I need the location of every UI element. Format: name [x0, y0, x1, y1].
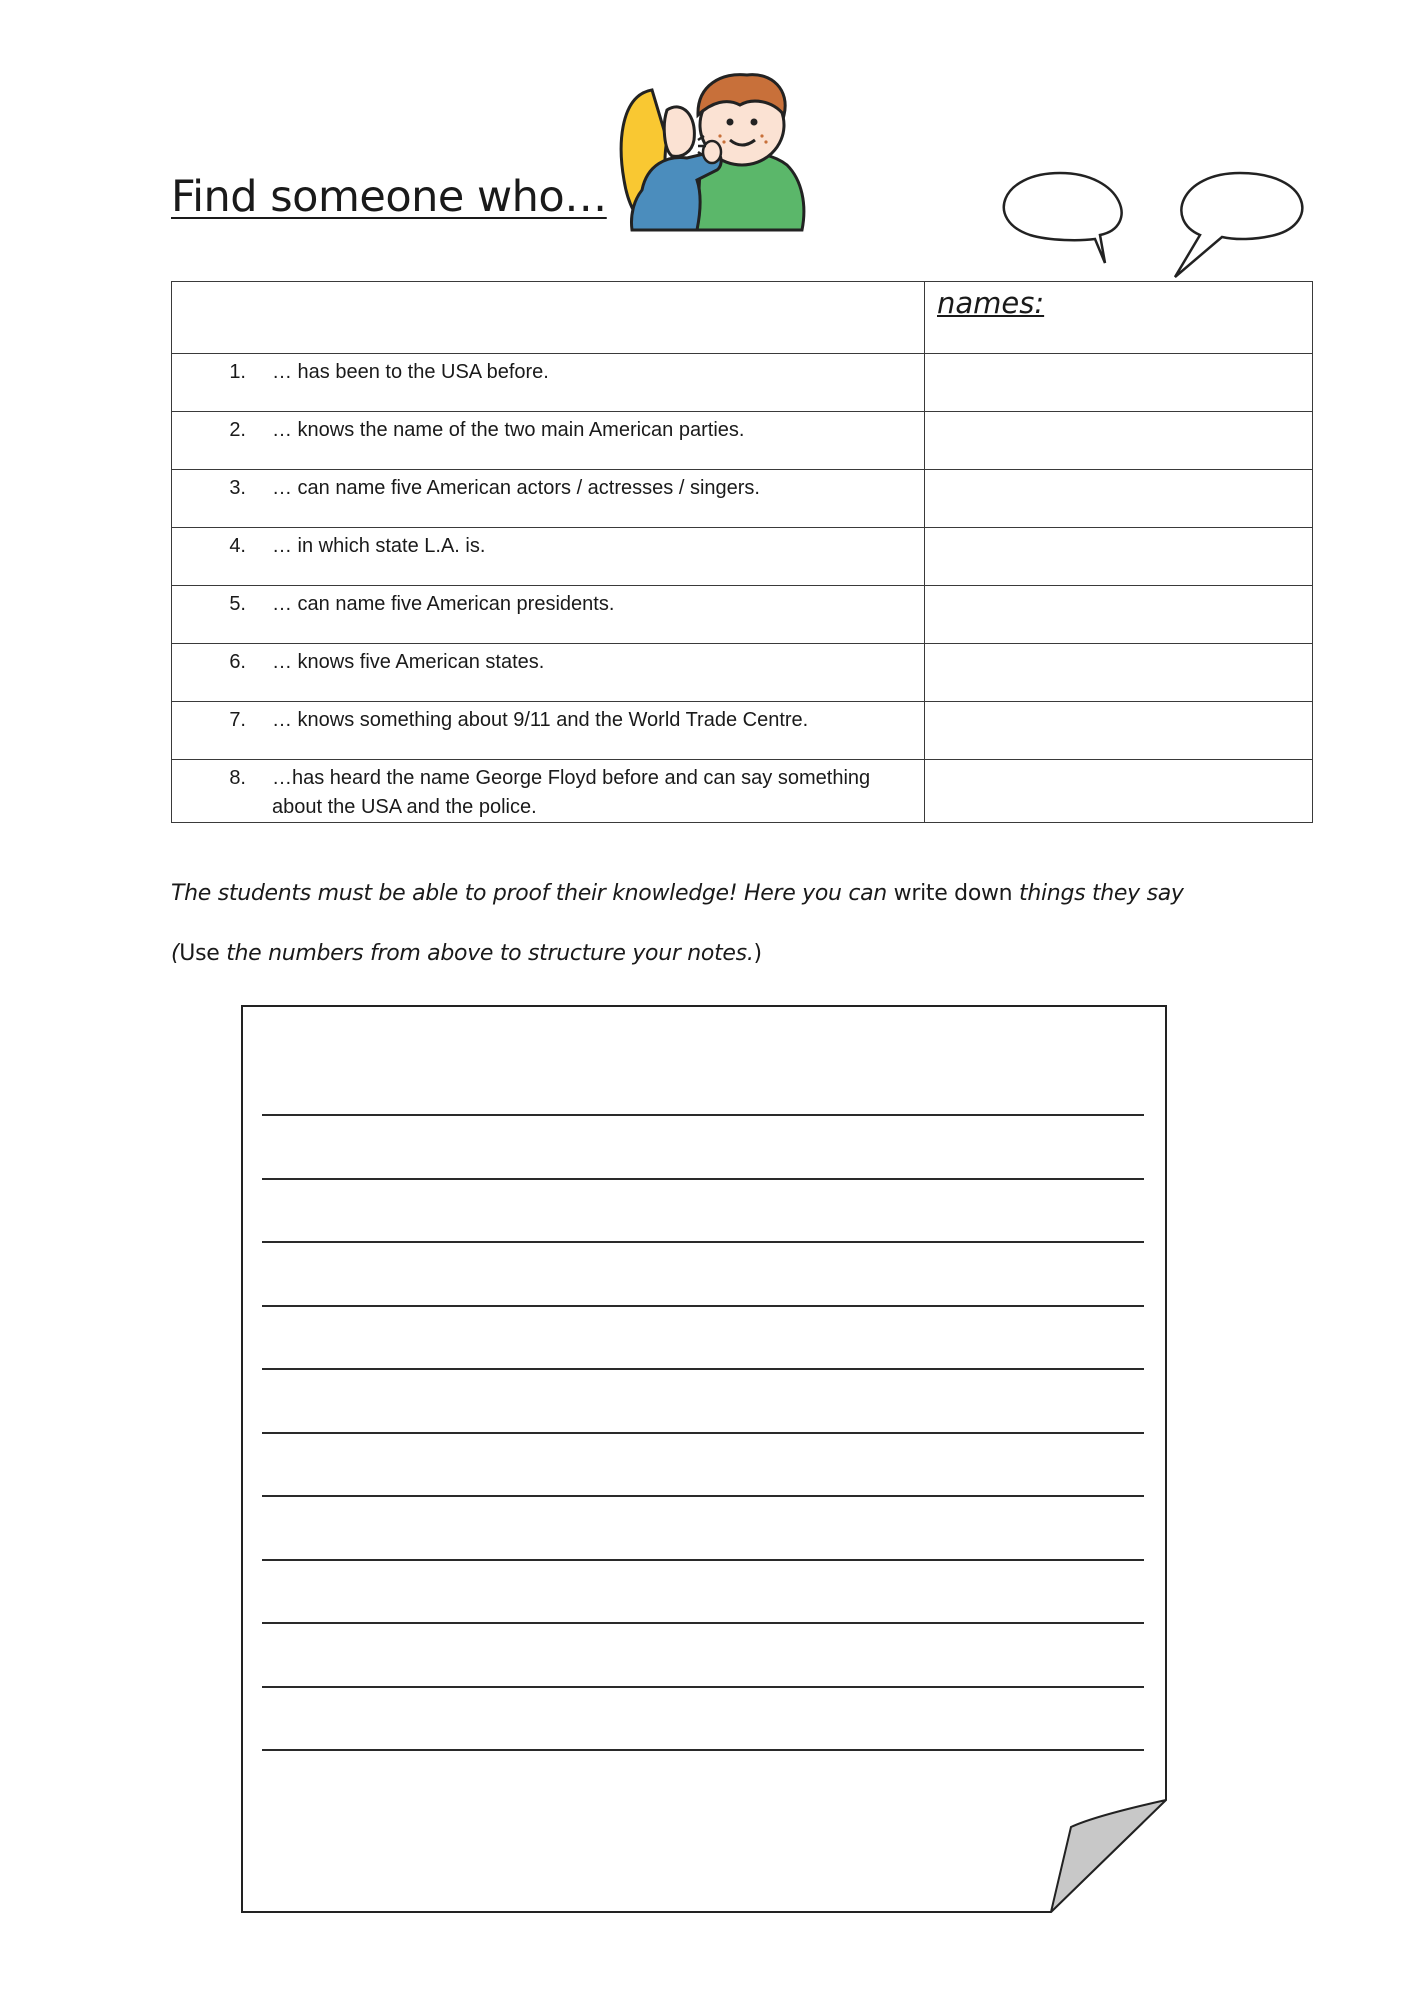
table-row [172, 412, 1313, 470]
item-text: … in which state L.A. is. [272, 535, 486, 557]
name-input-cell[interactable] [925, 528, 1313, 586]
writing-line[interactable] [262, 1114, 1144, 1116]
writing-line[interactable] [262, 1432, 1144, 1434]
item-number: 3. [229, 477, 246, 499]
item-number: 2. [229, 419, 246, 441]
writing-line[interactable] [262, 1305, 1144, 1307]
name-input-cell[interactable] [925, 702, 1313, 760]
instruction-text: things they say [1012, 881, 1184, 906]
notes-paper [241, 1005, 1167, 1913]
instruction-text: ( [171, 941, 180, 966]
item-text: … knows the name of the two main American parties. [272, 419, 745, 441]
table-row [172, 702, 1313, 760]
page-title: Find someone who… [171, 172, 607, 222]
instruction-emphasis: write down [893, 881, 1013, 906]
instruction-text: The students must be able to proof their knowledge! Here you can [171, 881, 894, 906]
table-row [172, 644, 1313, 702]
instruction-emphasis: Use [179, 941, 220, 966]
name-input-cell[interactable] [925, 354, 1313, 412]
name-input-cell[interactable] [925, 586, 1313, 644]
item-text: …has heard the name George Floyd before and can say something about the USA and the police. [272, 767, 871, 818]
instruction-text: ) [753, 941, 762, 966]
writing-line[interactable] [262, 1686, 1144, 1688]
writing-line[interactable] [262, 1559, 1144, 1561]
writing-line[interactable] [262, 1495, 1144, 1497]
names-header: names: [937, 286, 1045, 320]
name-input-cell[interactable] [925, 412, 1313, 470]
writing-line[interactable] [262, 1622, 1144, 1624]
names-header-cell [925, 282, 1313, 354]
table-row [172, 528, 1313, 586]
kids-whispering-illustration [612, 70, 812, 232]
instruction-text: the numbers from above to structure your notes. [219, 941, 754, 966]
item-number: 4. [229, 535, 246, 557]
header-empty-cell [172, 282, 925, 354]
table-row [172, 760, 1313, 823]
table-header-row [172, 282, 1313, 354]
item-text: … can name five American presidents. [272, 593, 615, 615]
item-number: 1. [229, 361, 246, 383]
table-row [172, 354, 1313, 412]
name-input-cell[interactable] [925, 760, 1313, 823]
table-row [172, 470, 1313, 528]
item-text: … has been to the USA before. [272, 361, 549, 383]
instruction-line-1 [171, 881, 1184, 906]
item-number: 8. [229, 767, 246, 789]
writing-line[interactable] [262, 1749, 1144, 1751]
writing-line[interactable] [262, 1241, 1144, 1243]
name-input-cell[interactable] [925, 470, 1313, 528]
speech-bubbles-illustration [990, 165, 1320, 285]
instruction-line-2 [171, 941, 762, 966]
item-number: 5. [229, 593, 246, 615]
item-text: … knows five American states. [272, 651, 545, 673]
writing-line[interactable] [262, 1368, 1144, 1370]
item-text: … can name five American actors / actresses / singers. [272, 477, 760, 499]
item-text: … knows something about 9/11 and the World Trade Centre. [272, 709, 809, 731]
writing-line[interactable] [262, 1178, 1144, 1180]
name-input-cell[interactable] [925, 644, 1313, 702]
item-number: 6. [229, 651, 246, 673]
item-number: 7. [229, 709, 246, 731]
table-row [172, 586, 1313, 644]
find-someone-table [171, 281, 1313, 823]
